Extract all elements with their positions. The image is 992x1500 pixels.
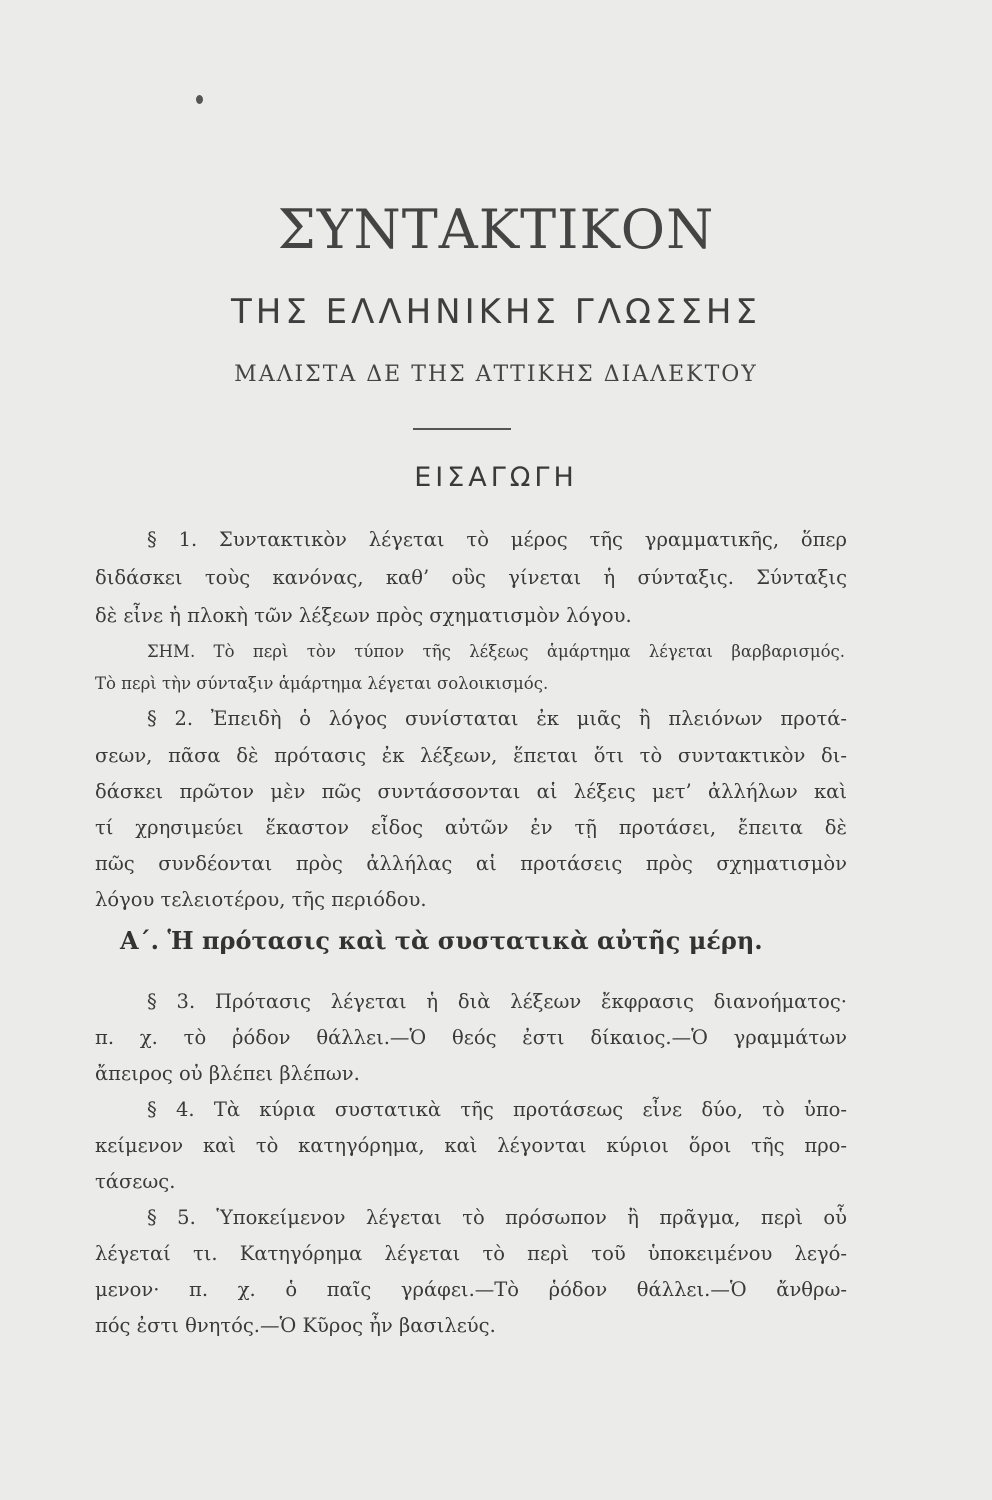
section-a-heading: Α΄. Ἡ πρότασις καὶ τὰ συστατικὰ αὐτῆς μέρη. [120, 926, 763, 955]
book-subtitle: ΤΗΣ ΕΛΛΗΝΙΚΗΣ ΓΛΩΣΣΗΣ [230, 292, 761, 332]
note-line: Τὸ περὶ τὴν σύνταξιν ἁμάρτημα λέγεται σολοικισμός. [95, 674, 549, 693]
p3-line: π. χ. τὸ ῥόδον θάλλει.—Ὁ θεός ἐστι δίκαιος.—Ὁ γραμμάτων [95, 1026, 847, 1049]
p1-line: δὲ εἶνε ἡ πλοκὴ τῶν λέξεων πρὸς σχηματισμὸν λόγου. [95, 604, 632, 627]
p5-line: § 5. Ὑποκείμενον λέγεται τὸ πρόσωπον ἢ πρᾶγμα, περὶ οὗ [147, 1206, 847, 1229]
p3-line: § 3. Πρότασις λέγεται ἡ διὰ λέξεων ἔκφρασις διανοήματος· [147, 990, 847, 1013]
note-line: ΣΗΜ. Τὸ περὶ τὸν τύπον τῆς λέξεως ἁμάρτημα λέγεται βαρβαρισμός. [147, 642, 845, 661]
p4-line: τάσεως. [95, 1170, 176, 1193]
p5-line: πός ἐστι θνητός.—Ὁ Κῦρος ἦν βασιλεύς. [95, 1314, 496, 1337]
p2-line: δάσκει πρῶτον μὲν πῶς συντάσσονται αἱ λέξεις μετ’ ἀλλήλων καὶ [95, 780, 847, 803]
p2-line: πῶς συνδέονται πρὸς ἀλλήλας αἱ προτάσεις πρὸς σχηματισμὸν [95, 852, 847, 875]
p5-line: μενον· π. χ. ὁ παῖς γράφει.—Τὸ ῥόδον θάλλει.—Ὁ ἄνθρω- [95, 1278, 847, 1301]
p2-line: τί χρησιμεύει ἕκαστον εἶδος αὐτῶν ἐν τῇ προτάσει, ἔπειτα δὲ [95, 816, 847, 839]
p4-line: § 4. Τὰ κύρια συστατικὰ τῆς προτάσεως εἶνε δύο, τὸ ὑπο- [147, 1098, 847, 1121]
p1-line: διδάσκει τοὺς κανόνας, καθ’ οὓς γίνεται ἡ σύνταξις. Σύνταξις [95, 566, 847, 589]
p2-line: § 2. Ἐπειδὴ ὁ λόγος συνίσταται ἐκ μιᾶς ἢ πλειόνων προτά- [147, 707, 847, 730]
p3-line: ἄπειρος οὐ βλέπει βλέπων. [95, 1062, 360, 1085]
book-title: ΣΥΝΤΑΚΤΙΚΟΝ [277, 198, 715, 261]
p2-line: σεων, πᾶσα δὲ πρότασις ἐκ λέξεων, ἕπεται ὅτι τὸ συντακτικὸν δι- [95, 744, 847, 767]
p1-line: § 1. Συντακτικὸν λέγεται τὸ μέρος τῆς γραμματικῆς, ὅπερ [147, 528, 847, 551]
ink-speck [196, 95, 203, 104]
p4-line: κείμενον καὶ τὸ κατηγόρημα, καὶ λέγονται κύριοι ὅροι τῆς προ- [95, 1134, 847, 1157]
intro-heading: ΕΙΣΑΓΩΓΗ [414, 462, 578, 493]
p2-line: λόγου τελειοτέρου, τῆς περιόδου. [95, 888, 427, 911]
divider-rule [413, 428, 511, 430]
p5-line: λέγεταί τι. Κατηγόρημα λέγεται τὸ περὶ τοῦ ὑποκειμένου λεγό- [95, 1242, 847, 1265]
book-subsubtitle: ΜΑΛΙΣΤΑ ΔΕ ΤΗΣ ΑΤΤΙΚΗΣ ΔΙΑΛΕΚΤΟΥ [234, 362, 758, 387]
